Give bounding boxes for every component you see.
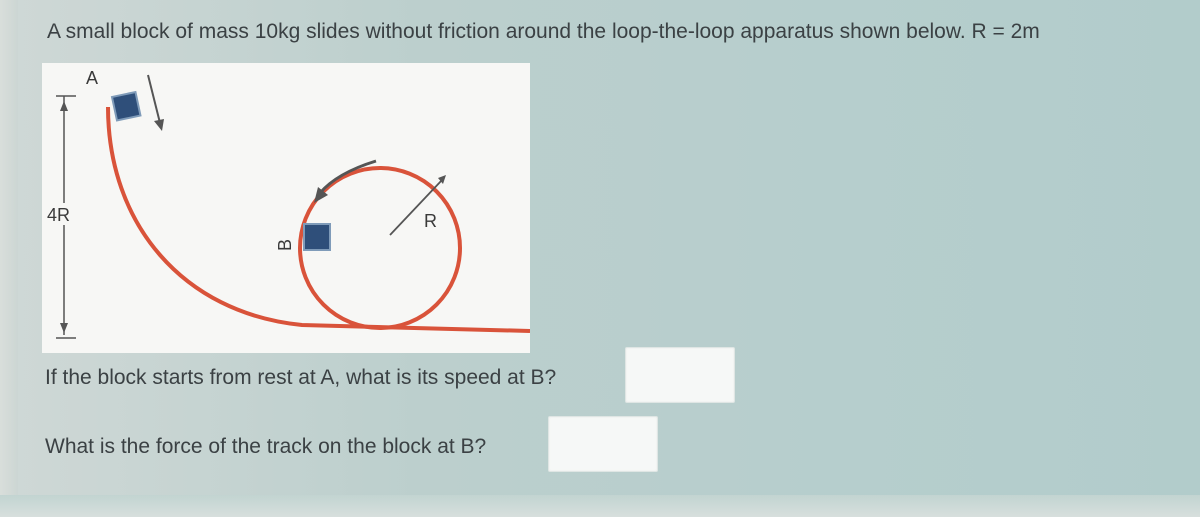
block-a — [112, 92, 140, 120]
question-speed: If the block starts from rest at A, what is its speed at B? — [45, 366, 557, 389]
speed-answer-input[interactable] — [625, 347, 735, 403]
label-a: A — [86, 68, 99, 88]
height-label: 4R — [47, 205, 71, 225]
question-force: What is the force of the track on the block at B? — [45, 435, 487, 458]
label-r: R — [424, 211, 437, 231]
page-edge — [0, 0, 18, 517]
loop-diagram-svg — [42, 63, 530, 353]
block-b — [304, 224, 330, 250]
page-edge-bottom — [0, 495, 1200, 517]
loop-diagram — [42, 63, 530, 353]
label-b: B — [275, 238, 295, 251]
problem-statement: A small block of mass 10kg slides without friction around the loop-the-loop apparatus shown below. R = 2m — [47, 20, 1040, 43]
force-answer-input[interactable] — [548, 416, 658, 472]
